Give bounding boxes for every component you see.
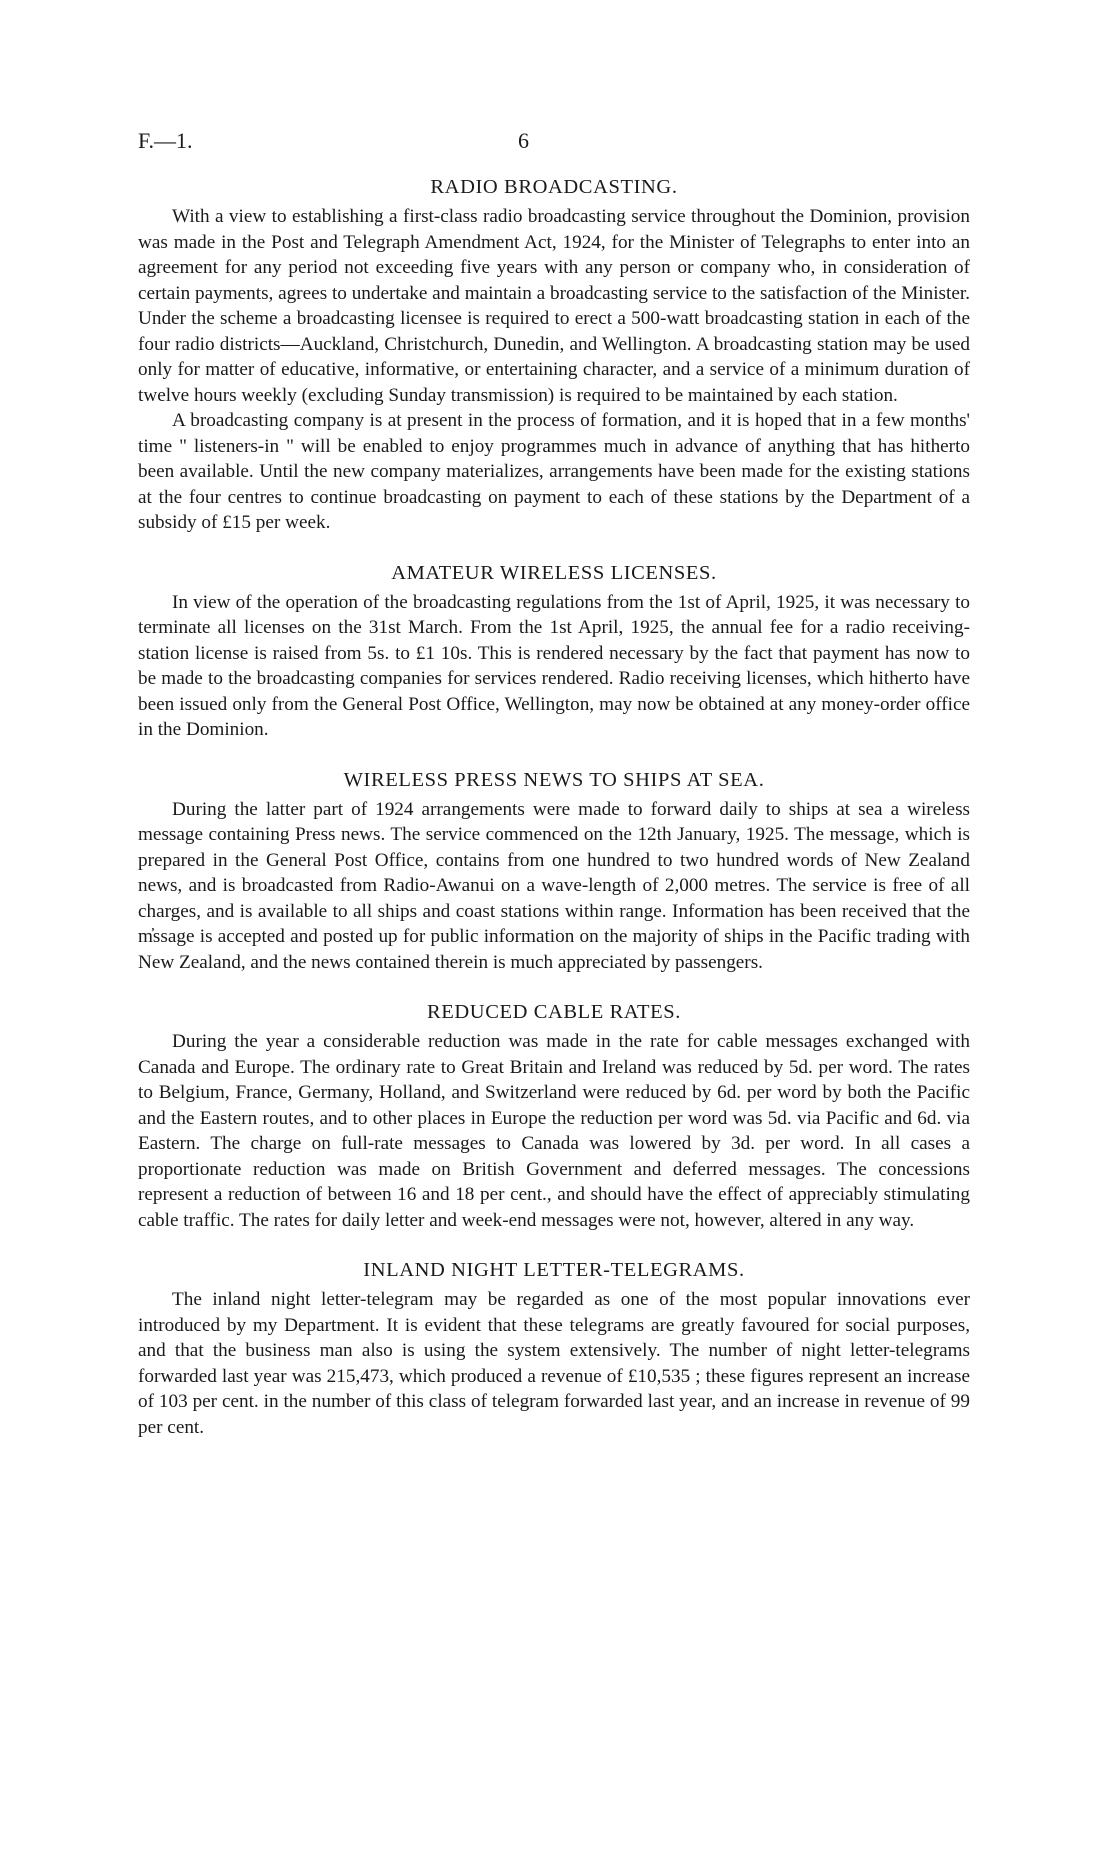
- paragraph: During the year a considerable reduction was made in the rate for cable messages exchanged with Canada and Europe. The ordinary rate to Great Britain and Ireland was reduced by 5d. per word. The rates to Belgium, France, Germany, Holland, and Switzerland were reduced by 6d. per word by both the Pacific and the Eastern routes, and to other places in Europe the reduction per word was 5d. via Pacific and 6d. via Eastern. The charge on full-rate messages to Canada was lowered by 3d. per word. In all cases a proportionate reduction was made on British Government and deferred messages. The concessions represent a reduction of between 16 and 18 per cent., and should have the effect of appreciably stimulating cable traffic. The rates for daily letter and week-end messages were not, however, altered in any way.: [138, 1031, 970, 1231]
- paragraph: With a view to establishing a first-class radio broadcasting service throughout the Dominion, provision was made in the Post and Telegraph Amendment Act, 1924, for the Minister of Telegraphs to enter into an agreement for any period not exceeding five years with any person or company who, in consideration of certain payments, agrees to undertake and maintain a broadcasting service to the satisfaction of the Minister. Under the scheme a broadcasting licensee is required to erect a 500-watt broadcasting station in each of the four radio districts—Auckland, Christchurch, Dunedin, and Wellington. A broadcasting station may be used only for matter of educative, informative, or entertaining character, and a service of a minimum duration of twelve hours weekly (excluding Sunday transmission) is required to be maintained by each station.: [138, 206, 970, 406]
- section-radio-broadcasting: [138, 174, 970, 536]
- section-inland-night-letter-telegrams: [138, 1257, 970, 1440]
- document-body: [138, 174, 970, 1464]
- section-heading: WIRELESS PRESS NEWS TO SHIPS AT SEA.: [343, 768, 765, 791]
- paragraph: In view of the operation of the broadcasting regulations from the 1st of April, 1925, it was necessary to terminate all licenses on the 31st March. From the 1st April, 1925, the annual fee for a radio receiving-station license is raised from 5s. to £1 10s. This is rendered necessary by the fact that payment has now to be made to the broadcasting companies for services rendered. Radio receiving licenses, which hitherto have been issued only from the General Post Office, Wellington, may now be obtained at any money-order office in the Dominion.: [138, 591, 970, 740]
- paragraph: A broadcasting company is at present in the process of formation, and it is hoped that in a few months' time " listeners-in " will be enabled to enjoy programmes much in advance of anything that has hitherto been available. Until the new company materializes, arrangements have been made for the existing stations at the four centres to continue broadcasting on payment to each of these stations by the Department of a subsidy of £15 per week.: [138, 410, 970, 533]
- paragraph: The inland night letter-telegram may be regarded as one of the most popular innovations ever introduced by my Department. It is evident that these telegrams are greatly favoured for social purposes, and that the business man also is using the system extensively. The number of night letter-telegrams forwarded last year was 215,473, which produced a revenue of £10,535 ; these figures represent an increase of 103 per cent. in the number of this class of telegram forwarded last year, and an increase in revenue of 99 per cent.: [138, 1289, 970, 1438]
- section-heading: INLAND NIGHT LETTER-TELEGRAMS.: [363, 1259, 745, 1281]
- section-amateur-wireless-licenses: [138, 560, 970, 743]
- section-reduced-cable-rates: [138, 999, 970, 1233]
- page-number: 6: [518, 128, 529, 153]
- section-wireless-press-news: [138, 767, 970, 976]
- page-header: [138, 128, 978, 158]
- section-heading: RADIO BROADCASTING.: [430, 176, 678, 198]
- page-reference: F.—1.: [138, 128, 193, 153]
- paragraph: During the latter part of 1924 arrangements were made to forward daily to ships at sea a wireless message containing Press news. The service commenced on the 12th January, 1925. The message, which is prepared in the General Post Office, contains from one hundred to two hundred words of New Zealand news, and is broadcasted from Radio-Awanui on a wave-length of 2,000 metres. The service is free of all charges, and is available to all ships and coast stations within range. Information has been received that the m̓ssage is accepted and posted up for public information on the majority of ships in the Pacific trading with New Zealand, and the news contained therein is much appreciated by passengers.: [138, 798, 970, 973]
- section-heading: AMATEUR WIRELESS LICENSES.: [391, 561, 717, 584]
- section-heading: REDUCED CABLE RATES.: [426, 1001, 682, 1023]
